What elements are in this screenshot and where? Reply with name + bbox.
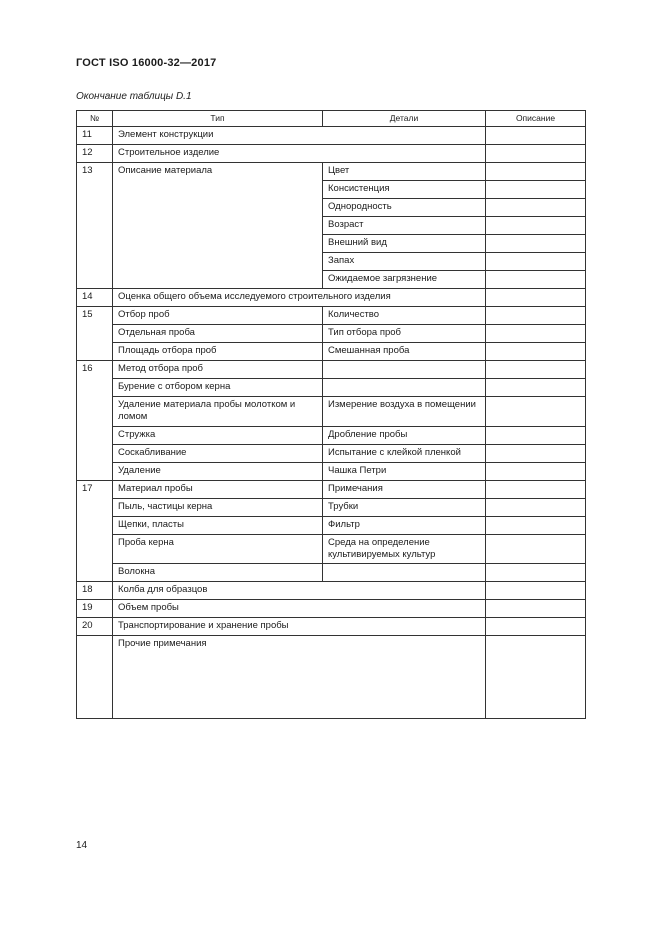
table-row xyxy=(77,462,586,480)
header-cell-details: Детали xyxy=(323,111,486,127)
cell-desc xyxy=(486,444,586,462)
cell-num: 17 xyxy=(77,480,113,582)
header-cell-desc: Описание xyxy=(486,111,586,127)
cell-type: Волокна xyxy=(113,564,323,582)
table-row xyxy=(77,343,586,361)
cell-details xyxy=(323,361,486,379)
cell-type: Транспортирование и хранение пробы xyxy=(113,618,486,636)
table-row xyxy=(77,426,586,444)
cell-type: Стружка xyxy=(113,426,323,444)
cell-type: Метод отбора проб xyxy=(113,361,323,379)
table-d1 xyxy=(76,110,586,719)
cell-type: Элемент конструкции xyxy=(113,127,486,145)
cell-desc xyxy=(486,163,586,181)
cell-desc xyxy=(486,564,586,582)
table-row xyxy=(77,379,586,397)
cell-desc xyxy=(486,516,586,534)
table-header-row xyxy=(77,111,586,127)
cell-desc xyxy=(486,361,586,379)
cell-details: Цвет xyxy=(323,163,486,181)
cell-details: Трубки xyxy=(323,498,486,516)
cell-desc xyxy=(486,618,586,636)
cell-type: Проба керна xyxy=(113,534,323,564)
cell-desc xyxy=(486,462,586,480)
cell-type: Бурение с отбором керна xyxy=(113,379,323,397)
cell-details: Тип отбора проб xyxy=(323,325,486,343)
cell-desc xyxy=(486,289,586,307)
table-row xyxy=(77,444,586,462)
cell-type: Отдельная проба xyxy=(113,325,323,343)
cell-desc xyxy=(486,307,586,325)
cell-desc xyxy=(486,235,586,253)
cell-desc xyxy=(486,582,586,600)
cell-details: Испытание с клейкой пленкой xyxy=(323,444,486,462)
cell-type: Удаление материала пробы молотком и ломом xyxy=(113,397,323,427)
cell-details: Внешний вид xyxy=(323,235,486,253)
cell-details: Дробление пробы xyxy=(323,426,486,444)
cell-desc xyxy=(486,426,586,444)
page-number: 14 xyxy=(76,840,88,851)
cell-desc xyxy=(486,397,586,427)
cell-type: Объем пробы xyxy=(113,600,486,618)
table-row xyxy=(77,361,586,379)
cell-details: Смешанная проба xyxy=(323,343,486,361)
cell-desc xyxy=(486,636,586,719)
cell-desc xyxy=(486,600,586,618)
cell-type: Оценка общего объема исследуемого строительного изделия xyxy=(113,289,486,307)
header-cell-num: № xyxy=(77,111,113,127)
cell-num: 14 xyxy=(77,289,113,307)
cell-type: Удаление xyxy=(113,462,323,480)
cell-desc xyxy=(486,253,586,271)
cell-desc xyxy=(486,217,586,235)
table-row xyxy=(77,127,586,145)
cell-type: Пыль, частицы керна xyxy=(113,498,323,516)
cell-num: 19 xyxy=(77,600,113,618)
table-row xyxy=(77,534,586,564)
header-cell-type: Тип xyxy=(113,111,323,127)
table-row xyxy=(77,480,586,498)
cell-desc xyxy=(486,181,586,199)
table-row xyxy=(77,289,586,307)
table-row xyxy=(77,564,586,582)
cell-desc xyxy=(486,199,586,217)
cell-num: 18 xyxy=(77,582,113,600)
cell-details xyxy=(323,564,486,582)
table-row xyxy=(77,325,586,343)
table-row xyxy=(77,636,586,719)
cell-details: Чашка Петри xyxy=(323,462,486,480)
table-row xyxy=(77,618,586,636)
cell-desc xyxy=(486,271,586,289)
cell-type: Материал пробы xyxy=(113,480,323,498)
cell-desc xyxy=(486,325,586,343)
table-row xyxy=(77,397,586,427)
cell-type: Колба для образцов xyxy=(113,582,486,600)
cell-desc xyxy=(486,498,586,516)
cell-details: Примечания xyxy=(323,480,486,498)
cell-type: Прочие примечания xyxy=(113,636,486,719)
table-container xyxy=(76,110,586,719)
cell-details: Среда на определение культивируемых культур xyxy=(323,534,486,564)
cell-details: Запах xyxy=(323,253,486,271)
cell-desc xyxy=(486,127,586,145)
cell-details: Ожидаемое загрязнение xyxy=(323,271,486,289)
cell-desc xyxy=(486,343,586,361)
cell-desc xyxy=(486,145,586,163)
cell-details: Консистенция xyxy=(323,181,486,199)
cell-num: 20 xyxy=(77,618,113,636)
table-caption: Окончание таблицы D.1 xyxy=(76,91,192,102)
cell-desc xyxy=(486,534,586,564)
cell-desc xyxy=(486,379,586,397)
cell-details: Количество xyxy=(323,307,486,325)
cell-num: 15 xyxy=(77,307,113,361)
cell-details xyxy=(323,379,486,397)
table-row xyxy=(77,307,586,325)
table-row xyxy=(77,582,586,600)
cell-type: Отбор проб xyxy=(113,307,323,325)
cell-details: Фильтр xyxy=(323,516,486,534)
cell-num: 12 xyxy=(77,145,113,163)
cell-desc xyxy=(486,480,586,498)
cell-details: Однородность xyxy=(323,199,486,217)
table-row xyxy=(77,163,586,181)
cell-num: 11 xyxy=(77,127,113,145)
cell-type: Соскабливание xyxy=(113,444,323,462)
cell-num xyxy=(77,636,113,719)
cell-details: Измерение воздуха в помещении xyxy=(323,397,486,427)
table-row xyxy=(77,600,586,618)
table-row xyxy=(77,145,586,163)
cell-num: 13 xyxy=(77,163,113,289)
cell-type: Щепки, пласты xyxy=(113,516,323,534)
cell-num: 16 xyxy=(77,361,113,481)
cell-type: Площадь отбора проб xyxy=(113,343,323,361)
cell-type: Строительное изделие xyxy=(113,145,486,163)
cell-details: Возраст xyxy=(323,217,486,235)
table-row xyxy=(77,516,586,534)
table-row xyxy=(77,498,586,516)
cell-type: Описание материала xyxy=(113,163,323,289)
doc-code-header: ГОСТ ISO 16000-32—2017 xyxy=(76,57,217,69)
